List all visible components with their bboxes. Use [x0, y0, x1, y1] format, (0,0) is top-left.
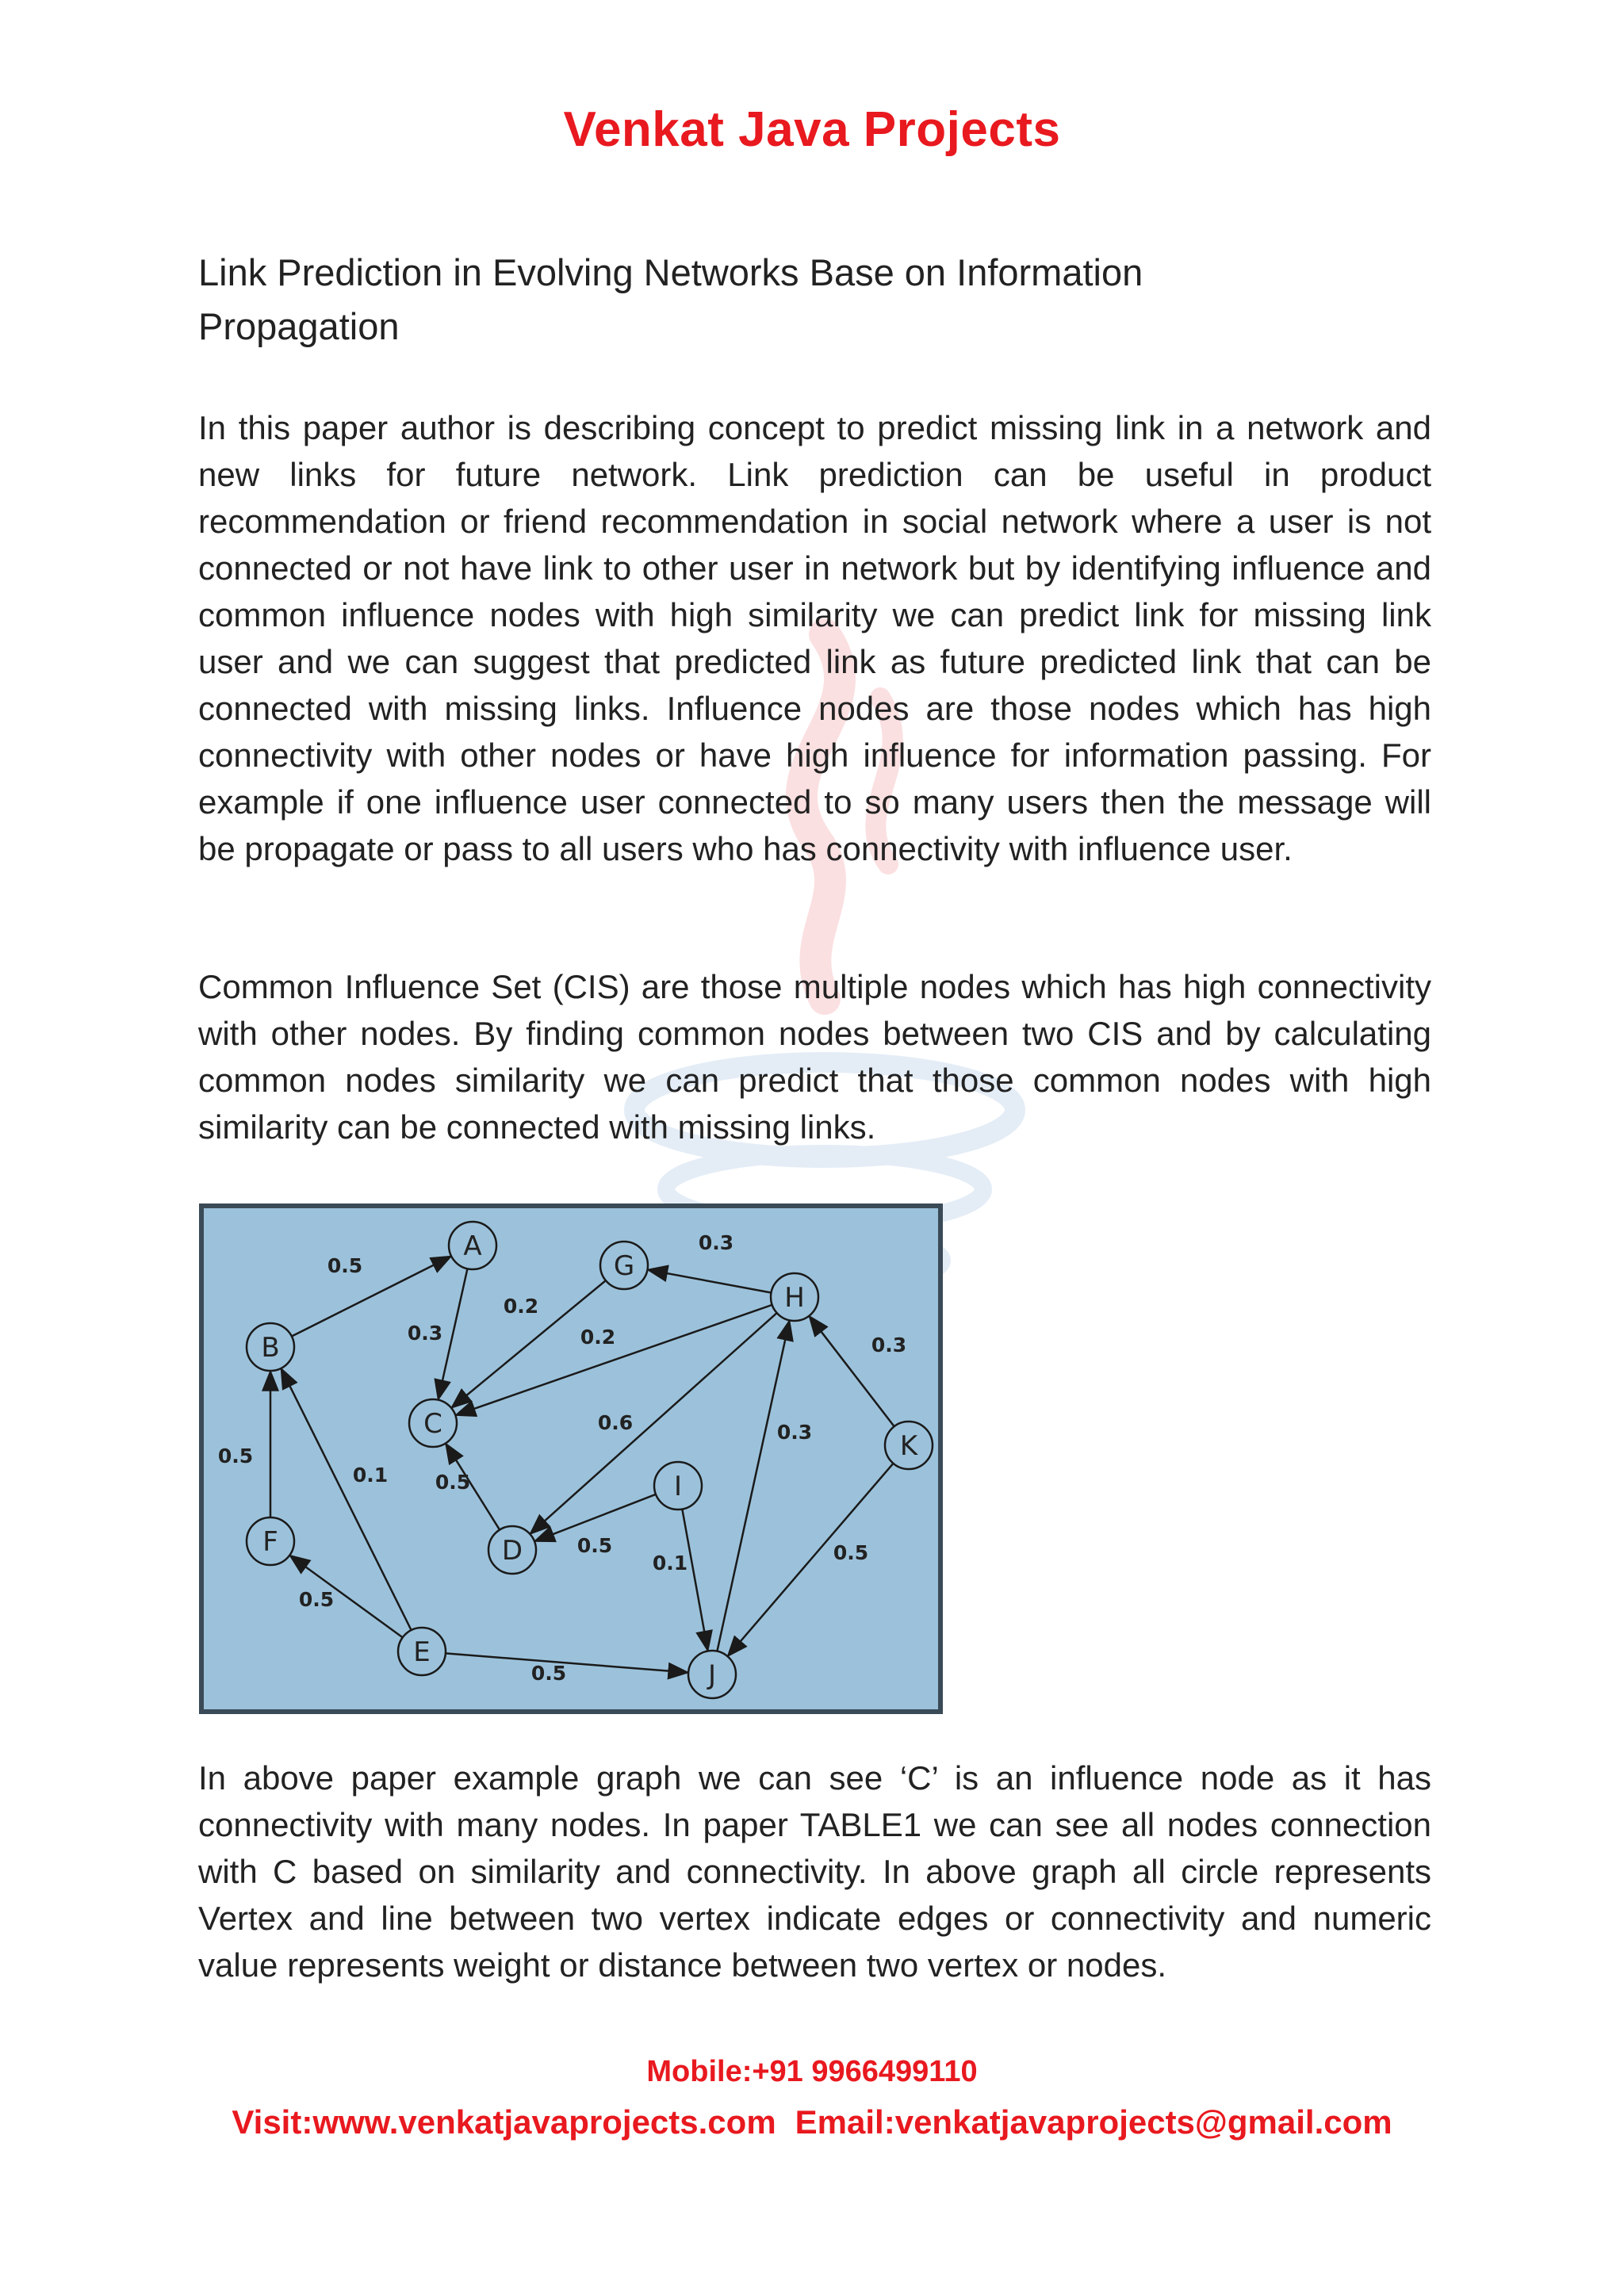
node-D: [488, 1526, 536, 1574]
edge-weight-D-C: 0.5: [435, 1471, 471, 1494]
node-J: [688, 1651, 736, 1698]
edge-weight-K-J: 0.5: [833, 1541, 869, 1564]
edge-weight-H-G: 0.3: [698, 1231, 734, 1254]
edge-weight-E-F: 0.5: [298, 1588, 335, 1611]
node-A: [449, 1222, 496, 1269]
node-G: [600, 1242, 648, 1289]
node-I: [654, 1462, 702, 1510]
graph-background: [201, 1206, 940, 1712]
node-B: [247, 1323, 294, 1371]
node-label-K: K: [899, 1430, 918, 1462]
node-label-I: I: [673, 1471, 683, 1502]
edge-weight-I-D: 0.5: [576, 1534, 613, 1557]
edge-weight-E-J: 0.5: [530, 1662, 567, 1685]
node-label-B: B: [261, 1332, 280, 1364]
node-label-D: D: [501, 1535, 523, 1567]
edge-weight-G-C: 0.2: [503, 1295, 539, 1318]
paragraph-cis: Common Influence Set (CIS) are those multiple nodes which has high connectivity with other nodes. By finding common nodes between two CIS and by calculating common nodes similarity we can predict that those common nodes with high similarity can be connected with missing links.: [198, 968, 1431, 1146]
footer-email-link[interactable]: Email:venkatjavaprojects@gmail.com: [795, 2103, 1392, 2141]
edge-weight-H-D: 0.6: [597, 1411, 634, 1434]
edge-weight-I-J: 0.1: [652, 1552, 688, 1575]
edge-weight-J-H: 0.3: [776, 1421, 813, 1444]
node-label-G: G: [613, 1250, 635, 1282]
document-heading: Link Prediction in Evolving Networks Base on Information Propagation: [198, 251, 1143, 347]
edge-weight-K-H: 0.3: [871, 1334, 907, 1357]
edge-weight-A-C: 0.3: [407, 1322, 443, 1345]
node-F: [247, 1517, 294, 1565]
node-label-F: F: [262, 1526, 278, 1558]
node-label-C: C: [423, 1408, 442, 1440]
edge-weight-F-B: 0.5: [217, 1445, 254, 1468]
node-H: [771, 1273, 818, 1321]
edge-weight-H-C: 0.2: [580, 1326, 616, 1349]
network-graph: [199, 1203, 943, 1714]
footer-mobile: Mobile:+91 9966499110: [646, 2055, 978, 2088]
footer-website-link[interactable]: Visit:www.venkatjavaprojects.com: [232, 2103, 776, 2141]
node-K: [885, 1422, 933, 1469]
node-label-H: H: [784, 1282, 805, 1314]
paragraph-intro: In this paper author is describing concept to predict missing link in a network and new links for future network. Link prediction can be useful in product recommendation or friend recommendation in social network where a user is not connected or not have link to other user in network but by identifying influence and common influence nodes with high similarity we can predict link for missing link user and we can suggest that predicted link as future predicted link that can be connected with missing links. Influence nodes are those nodes which has high connectivity with other nodes or have high influence for information passing. For example if one influence user connected to so many users then the message will be propagate or pass to all users who has connectivity with influence user.: [198, 409, 1431, 867]
node-C: [409, 1399, 457, 1447]
node-label-E: E: [413, 1636, 431, 1668]
edge-weight-E-B: 0.1: [352, 1464, 389, 1487]
edge-weight-B-A: 0.5: [327, 1254, 363, 1277]
network-graph-figure: [199, 1203, 943, 1714]
node-label-A: A: [463, 1230, 482, 1262]
node-E: [398, 1628, 446, 1675]
footer-contact-line: [0, 2103, 1624, 2141]
page-title: Venkat Java Projects: [563, 102, 1061, 157]
paragraph-graph-explanation: In above paper example graph we can see ‘C’ is an influence node as it has connectivity with many nodes. In paper TABLE1 we can see all nodes connection with C based on similarity and connectivity. In above graph all circle represents Vertex and line between two vertex indicate edges or connectivity and numeric value represents weight or distance between two vertex or nodes.: [198, 1759, 1431, 1984]
node-label-J: J: [707, 1659, 717, 1691]
